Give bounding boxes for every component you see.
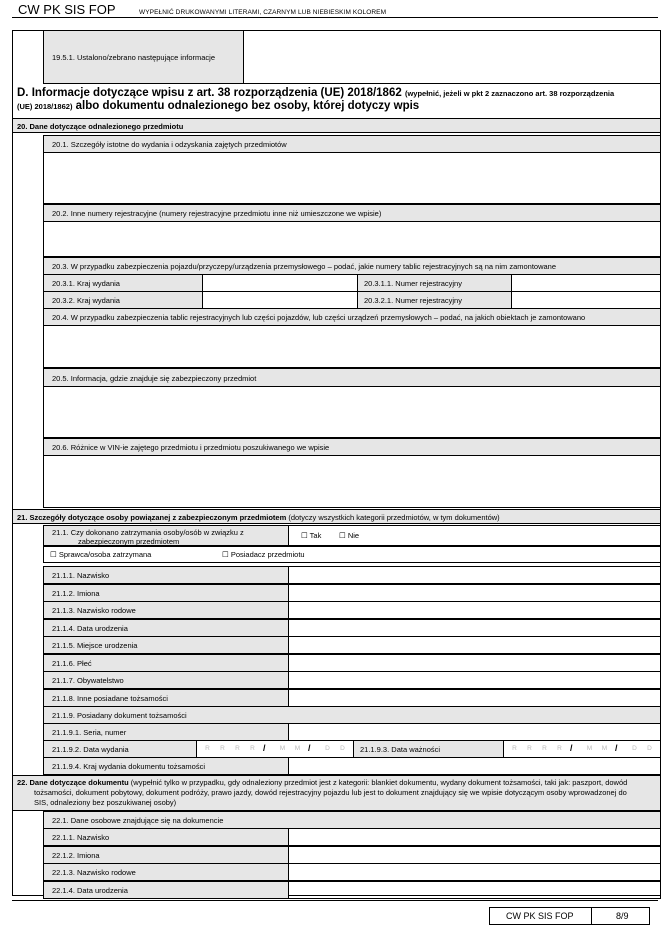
fill-instruction: WYPEŁNIĆ DRUKOWANYMI LITERAMI, CZARNYM LUB NIEBIESKIM KOLOREM	[139, 9, 387, 16]
checkbox-tak[interactable]: ☐ Tak	[301, 531, 322, 540]
date-digit-box[interactable]: R	[235, 745, 240, 752]
field-f2113[interactable]	[288, 601, 661, 619]
label-f2111: 21.1.1. Nazwisko	[43, 566, 289, 584]
field-f2116[interactable]	[288, 654, 661, 672]
field-20-4[interactable]	[43, 325, 661, 368]
label-22-1: 22.1. Dane osobowe znajdujące się na dokumencie	[43, 811, 661, 829]
date-separator: /	[615, 743, 618, 753]
label-f2115: 21.1.5. Miejsce urodzenia	[43, 636, 289, 654]
label-21-1-9: 21.1.9. Posiadany dokument tożsamości	[43, 706, 661, 724]
field-20-5[interactable]	[43, 386, 661, 438]
field-20-3-2-1[interactable]	[511, 291, 661, 309]
field-21-1-9-4[interactable]	[288, 757, 661, 775]
label-20-3-2-1: 20.3.2.1. Numer rejestracyjny	[357, 291, 512, 309]
label-20-4: 20.4. W przypadku zabezpieczenia tablic rejestracyjnych lub części pojazdów, lub części urządzeń przemysłowych – podać, na jakich obiektach je zamontowano	[43, 308, 661, 326]
footer-rule	[12, 900, 658, 901]
label-f2116: 21.1.6. Płeć	[43, 654, 289, 672]
date-expiry-field[interactable]	[503, 740, 661, 758]
checkbox-sprawca[interactable]: ☐ Sprawca/osoba zatrzymana	[50, 550, 152, 559]
label-f2211: 22.1.1. Nazwisko	[43, 828, 289, 846]
date-digit-box[interactable]: M	[586, 745, 593, 752]
field-21-1-9-1[interactable]	[288, 723, 661, 741]
section-21-header: 21. Szczegóły dotyczące osoby powiązanej z zabezpieczonym przedmiotem (dotyczy wszystkich kategorii przedmiotów, w tym dokumentów)	[13, 509, 660, 524]
date-digit-box[interactable]: M	[294, 745, 301, 752]
role-row	[43, 546, 661, 563]
page-footer	[489, 907, 650, 925]
label-20-3: 20.3. W przypadku zabezpieczenia pojazdu/przyczepy/urządzenia przemysłowego – podać, jakie numery tablic rejestracyjnych są na nim zamontowane	[43, 257, 661, 275]
date-digit-box[interactable]: R	[220, 745, 225, 752]
label-20-3-2: 20.3.2. Kraj wydania	[43, 291, 203, 309]
form-code: CW PK SIS FOP	[18, 2, 116, 17]
date-separator: /	[263, 743, 266, 753]
field-f2111[interactable]	[288, 566, 661, 584]
date-digit-box[interactable]: M	[279, 745, 286, 752]
date-digit-box[interactable]: R	[512, 745, 517, 752]
field-19-5-1[interactable]	[243, 30, 661, 84]
field-20-3-1-1[interactable]	[511, 274, 661, 292]
label-21-1-9-4: 21.1.9.4. Kraj wydania dokumentu tożsamości	[43, 757, 289, 775]
date-digit-box[interactable]: D	[632, 745, 637, 752]
label-f2118: 21.1.8. Inne posiadane tożsamości	[43, 689, 289, 707]
section-22-header: 22. Dane dotyczące dokumentu (wypełnić tylko w przypadku, gdy odnaleziony przedmiot jest z kategorii: blankiet dokumentu, wydany dokument tożsamości, taki jak: paszport, dowód tożsamości, dokument pobytowy, dokument podróży, prawo jazdy, dowód rejestracyjny pojazdu lub jest to dokument znajdujący się we wpisie dotyczącym osoby wprowadzonej do SIS, odnaleziony bez poszukiwanej osoby)	[13, 775, 660, 811]
field-f2118[interactable]	[288, 689, 661, 707]
field-20-2[interactable]	[43, 221, 661, 257]
field-f2114[interactable]	[288, 619, 661, 637]
label-20-2: 20.2. Inne numery rejestracyjne (numery rejestracyjne przedmiotu inne niż umieszczone we wpisie)	[43, 204, 661, 222]
checkbox-posiadacz[interactable]: ☐ Posiadacz przedmiotu	[222, 550, 305, 559]
date-digit-box[interactable]: R	[557, 745, 562, 752]
date-digit-box[interactable]: R	[542, 745, 547, 752]
label-f2214: 22.1.4. Data urodzenia	[43, 881, 289, 899]
date-digit-box[interactable]: D	[325, 745, 330, 752]
label-f2113: 21.1.3. Nazwisko rodowe	[43, 601, 289, 619]
field-20-1[interactable]	[43, 152, 661, 204]
date-separator: /	[570, 743, 573, 753]
label-f2212: 22.1.2. Imiona	[43, 846, 289, 864]
label-21-1-9-3: 21.1.9.3. Data ważności	[353, 740, 504, 758]
label-21-1: 21.1. Czy dokonano zatrzymania osoby/osób w związku z zabezpieczonym przedmiotem	[43, 525, 289, 546]
field-f2212[interactable]	[288, 846, 661, 864]
date-digit-box[interactable]: R	[205, 745, 210, 752]
label-f2114: 21.1.4. Data urodzenia	[43, 619, 289, 637]
label-21-1-9-1: 21.1.9.1. Seria, numer	[43, 723, 289, 741]
field-f2117[interactable]	[288, 671, 661, 689]
label-20-6: 20.6. Różnice w VIN-ie zajętego przedmiotu i przedmiotu poszukiwanego we wpisie	[43, 438, 661, 456]
label-19-5-1: 19.5.1. Ustalono/zebrano następujące informacje	[43, 30, 244, 84]
section-20-header: 20. Dane dotyczące odnalezionego przedmiotu	[13, 118, 660, 133]
label-21-1-9-2: 21.1.9.2. Data wydania	[43, 740, 197, 758]
page-number: 8/9	[616, 911, 629, 921]
checkbox-nie[interactable]: ☐ Nie	[339, 531, 360, 540]
date-issue-field[interactable]	[196, 740, 354, 758]
label-20-3-1: 20.3.1. Kraj wydania	[43, 274, 203, 292]
field-f2112[interactable]	[288, 584, 661, 602]
label-f2112: 21.1.2. Imiona	[43, 584, 289, 602]
date-digit-box[interactable]: R	[250, 745, 255, 752]
label-20-3-1-1: 20.3.1.1. Numer rejestracyjny	[357, 274, 512, 292]
date-digit-box[interactable]: M	[601, 745, 608, 752]
date-digit-box[interactable]: D	[340, 745, 345, 752]
field-f2211[interactable]	[288, 828, 661, 846]
date-digit-box[interactable]: R	[527, 745, 532, 752]
field-20-3-1[interactable]	[202, 274, 358, 292]
field-f2115[interactable]	[288, 636, 661, 654]
field-20-6[interactable]	[43, 455, 661, 508]
label-f2117: 21.1.7. Obywatelstwo	[43, 671, 289, 689]
date-separator: /	[308, 743, 311, 753]
footer-code: CW PK SIS FOP	[506, 911, 574, 921]
field-21-1	[288, 525, 661, 546]
label-f2213: 22.1.3. Nazwisko rodowe	[43, 863, 289, 881]
page-header	[12, 0, 658, 18]
section-d-heading: D. Informacje dotyczące wpisu z art. 38 rozporządzenia (UE) 2018/1862 (wypełnić, jeżeli w pkt 2 zaznaczono art. 38 rozporządzenia (UE) 2018/1862) albo dokumentu odnalezionego bez osoby, której dotyczy wpis	[17, 87, 615, 112]
field-20-3-2[interactable]	[202, 291, 358, 309]
field-f2214[interactable]	[288, 881, 661, 899]
label-20-1: 20.1. Szczegóły istotne do wydania i odzyskania zajętych przedmiotów	[43, 135, 661, 153]
label-20-5: 20.5. Informacja, gdzie znajduje się zabezpieczony przedmiot	[43, 368, 661, 387]
form-frame	[12, 30, 661, 896]
date-digit-box[interactable]: D	[647, 745, 652, 752]
field-f2213[interactable]	[288, 863, 661, 881]
